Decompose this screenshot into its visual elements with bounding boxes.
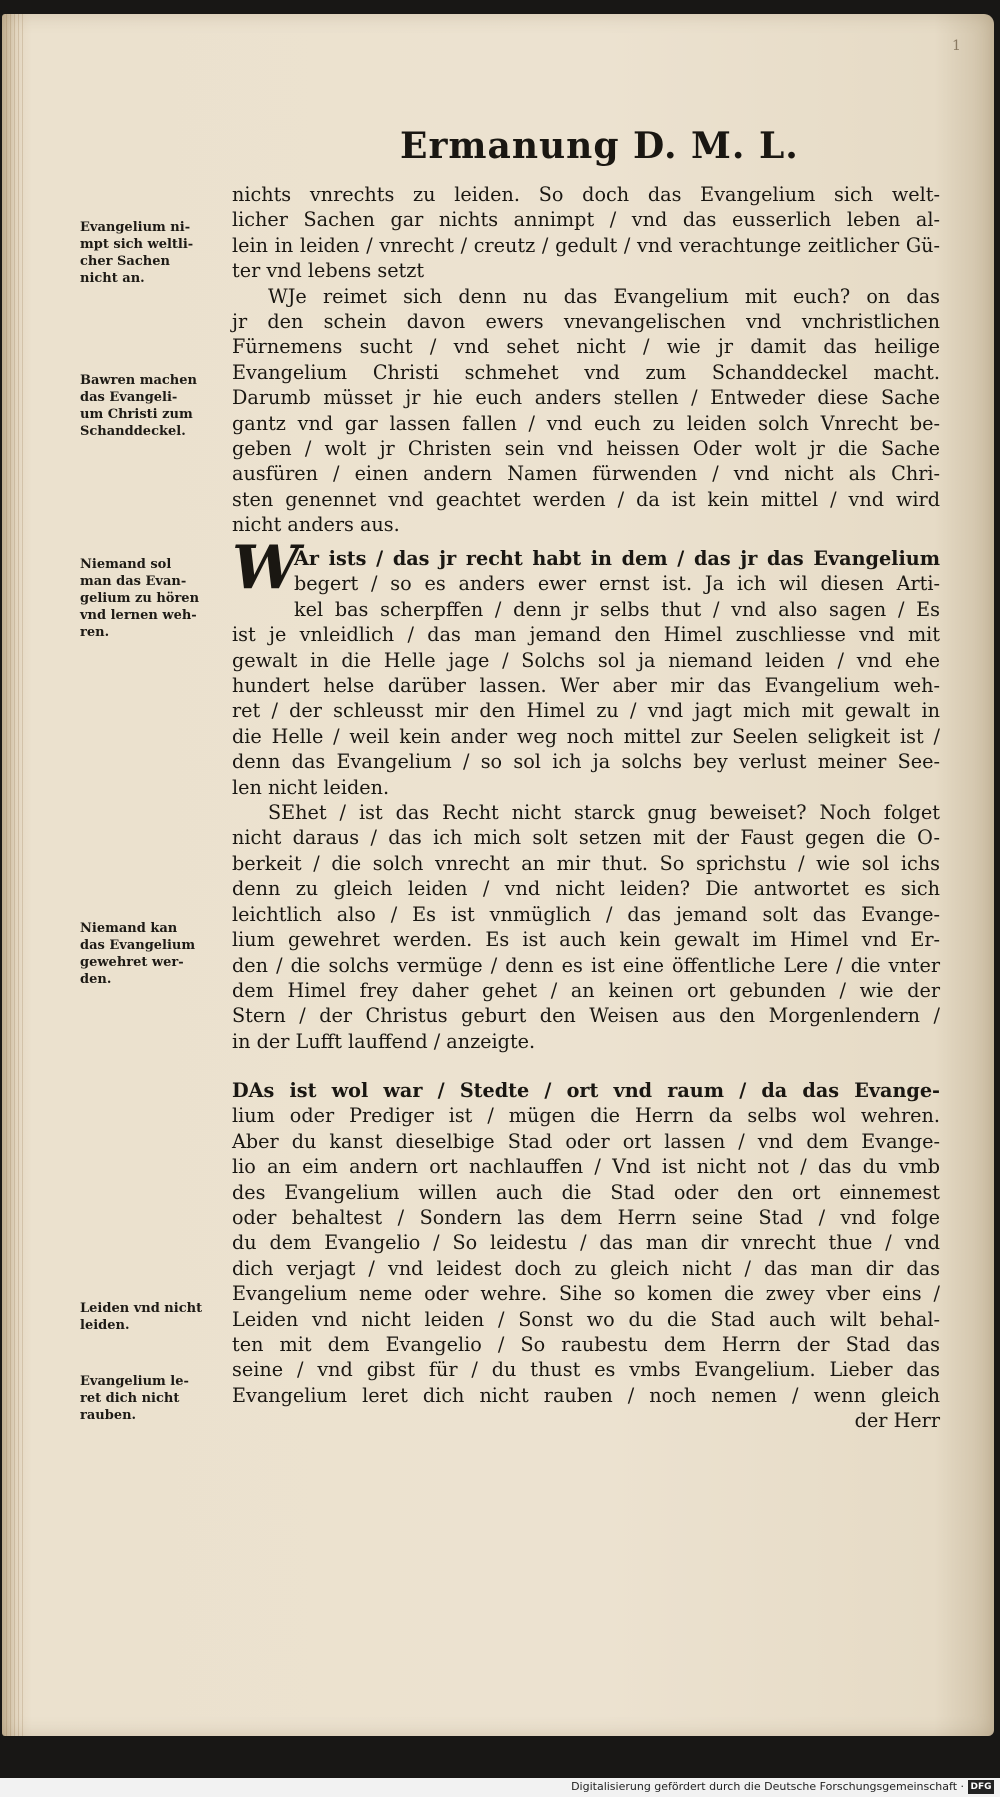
text-line: leichtlich also / Es ist vnmüglich / das jemand solt das Evange- <box>232 902 940 926</box>
drop-initial-w: W <box>232 533 300 603</box>
text-line: Ar ists / das jr recht habt in dem / das jr das Evangelium <box>294 547 940 570</box>
paragraph-block-3 <box>232 1078 940 1434</box>
text-line: des Evangelium willen auch die Stad oder den ort einnemest <box>232 1180 940 1204</box>
text-line: seine / vnd gibst für / du thust es vmbs Evangelium. Lieber das <box>232 1358 940 1382</box>
text-line: Leiden vnd nicht leiden / Sonst wo du die Stad auch wilt behal- <box>232 1307 940 1331</box>
text-line: du dem Evangelio / So leidestu / das man dir vnrecht thue / vnd <box>232 1231 940 1255</box>
text-line: len nicht leiden. <box>232 775 390 799</box>
paragraph-block-1 <box>232 182 940 538</box>
text-line: nicht daraus / das ich mich solt setzen mit der Faust gegen die O- <box>232 826 940 850</box>
text-line: Aber du kanst dieselbige Stad oder ort lassen / vnd dem Evange- <box>232 1129 940 1153</box>
text-line: oder behaltest / Sondern las dem Herrn seine Stad / vnd folge <box>232 1206 940 1230</box>
margin-note-bawren-schanddeckel: Bawren machen das Evangeli- um Christi zum Schanddeckel. <box>80 373 197 439</box>
dfg-logo: DFG <box>968 1780 994 1794</box>
catchword: der Herr <box>854 1409 940 1433</box>
text-line: berkeit / die solch vnrecht an mir thut. So sprichstu / wie sol ichs <box>232 851 940 875</box>
text-line: denn das Evangelium / so sol ich ja solchs bey verlust meiner See- <box>232 750 940 774</box>
text-line: WJe reimet sich denn nu das Evangelium mit euch? on das <box>268 284 940 308</box>
text-line: lium oder Prediger ist / mügen die Herrn da selbs wol wehren. <box>232 1104 940 1128</box>
text-line: Evangelium leret dich nicht rauben / noch nemen / wenn gleich <box>232 1383 940 1407</box>
text-line: begert / so es anders ewer ernst ist. Ja ich wil diesen Arti- <box>294 572 940 596</box>
margin-note-nicht-rauben: Evangelium le- ret dich nicht rauben. <box>80 1374 189 1423</box>
text-line: nicht anders aus. <box>232 513 400 537</box>
text-line: jr den schein davon ewers vnevangelischen vnd vnchristlichen <box>232 310 940 334</box>
text-line: gewalt in die Helle jage / Solchs sol ja niemand leiden / vnd ehe <box>232 648 940 672</box>
text-line: lein in leiden / vnrecht / creutz / gedult / vnd verachtunge zeitlicher Gü- <box>232 233 940 257</box>
text-line: ausfüren / einen andern Namen fürwenden / vnd nicht als Chri- <box>232 462 940 486</box>
text-line: denn zu gleich leiden / vnd nicht leiden? Die antwortet es sich <box>232 877 940 901</box>
text-line: die Helle / weil kein ander weg noch mittel zur Seelen seligkeit ist / <box>232 724 940 748</box>
text-line: lium gewehret werden. Es ist auch kein gewalt im Himel vnd Er- <box>232 928 940 952</box>
text-line: hundert helse darüber lassen. Wer aber mir das Evangelium weh- <box>232 674 940 698</box>
text-line: den / die solchs vermüge / denn es ist eine öffentliche Lere / die vnter <box>232 953 940 977</box>
text-line: Darumb müsset jr hie euch anders stellen / Entweder diese Sache <box>232 386 940 410</box>
text-line: Fürnemens sucht / vnd sehet nicht / wie jr damit das heilige <box>232 335 940 359</box>
text-line: in der Lufft lauffend / anzeigte. <box>232 1029 536 1053</box>
text-line: ret / der schleusst mir den Himel zu / vnd jagt mich mit gewalt in <box>232 699 940 723</box>
text-line: nichts vnrechts zu leiden. So doch das Evangelium sich welt- <box>232 183 940 206</box>
text-line: ist je vnleidlich / das man jemand den Himel zuschliesse vnd mit <box>232 623 940 647</box>
digitization-credit: Digitalisierung gefördert durch die Deutsche Forschungsgemeinschaft · <box>571 1780 964 1793</box>
text-line: gantz vnd gar lassen fallen / vnd euch zu leiden solch Vnrecht be- <box>232 411 940 435</box>
margin-note-leiden-nicht-leiden: Leiden vnd nicht leiden. <box>80 1301 203 1333</box>
margin-note-niemand-wehren: Niemand sol man das Evan- gelium zu hören vnd lernen weh- ren. <box>80 557 200 640</box>
text-line: sten genennet vnd geachtet werden / da ist kein mittel / vnd wird <box>232 487 940 511</box>
text-line: dich verjagt / vnd leidest doch zu gleich nicht / das man dir das <box>232 1256 940 1280</box>
paragraph-block-2 <box>232 546 940 1054</box>
text-line: Evangelium Christi schmehet vnd zum Schanddeckel macht. <box>232 360 940 384</box>
margin-note-evangelium-weltlich: Evangelium ni- mpt sich weltli- cher Sachen nicht an. <box>80 220 194 286</box>
text-line: kel bas scherpffen / denn jr selbs thut / vnd also sagen / Es <box>294 597 940 621</box>
folio-mark: 1 <box>952 38 961 54</box>
margin-note-niemand-kan-gewehret: Niemand kan das Evangelium gewehret wer- den. <box>80 921 196 987</box>
text-line: geben / wolt jr Christen sein vnd heissen Oder wolt jr die Sache <box>232 437 940 461</box>
text-line: lio an eim andern ort nachlauffen / Vnd ist nicht not / das du vmb <box>232 1155 940 1179</box>
text-line: SEhet / ist das Recht nicht starck gnug beweiset? Noch folget <box>268 801 940 825</box>
text-line: dem Himel frey daher gehet / an keinen ort gebunden / wie der <box>232 978 940 1002</box>
running-head: Ermanung D. M. L. <box>400 125 799 167</box>
text-line: Evangelium neme oder wehre. Sihe so komen die zwey vber eins / <box>232 1282 940 1306</box>
text-line: ter vnd lebens setzt <box>232 259 425 283</box>
text-line: Stern / der Christus geburt den Weisen aus den Morgenlendern / <box>232 1004 940 1028</box>
text-line: DAs ist wol war / Stedte / ort vnd raum / da das Evange- <box>232 1079 940 1102</box>
page-gutter-edge <box>6 14 24 1736</box>
text-line: ten mit dem Evangelio / So raubestu dem Herrn der Stad das <box>232 1333 940 1357</box>
text-line: licher Sachen gar nichts annimpt / vnd das eusserlich leben al- <box>232 208 940 232</box>
